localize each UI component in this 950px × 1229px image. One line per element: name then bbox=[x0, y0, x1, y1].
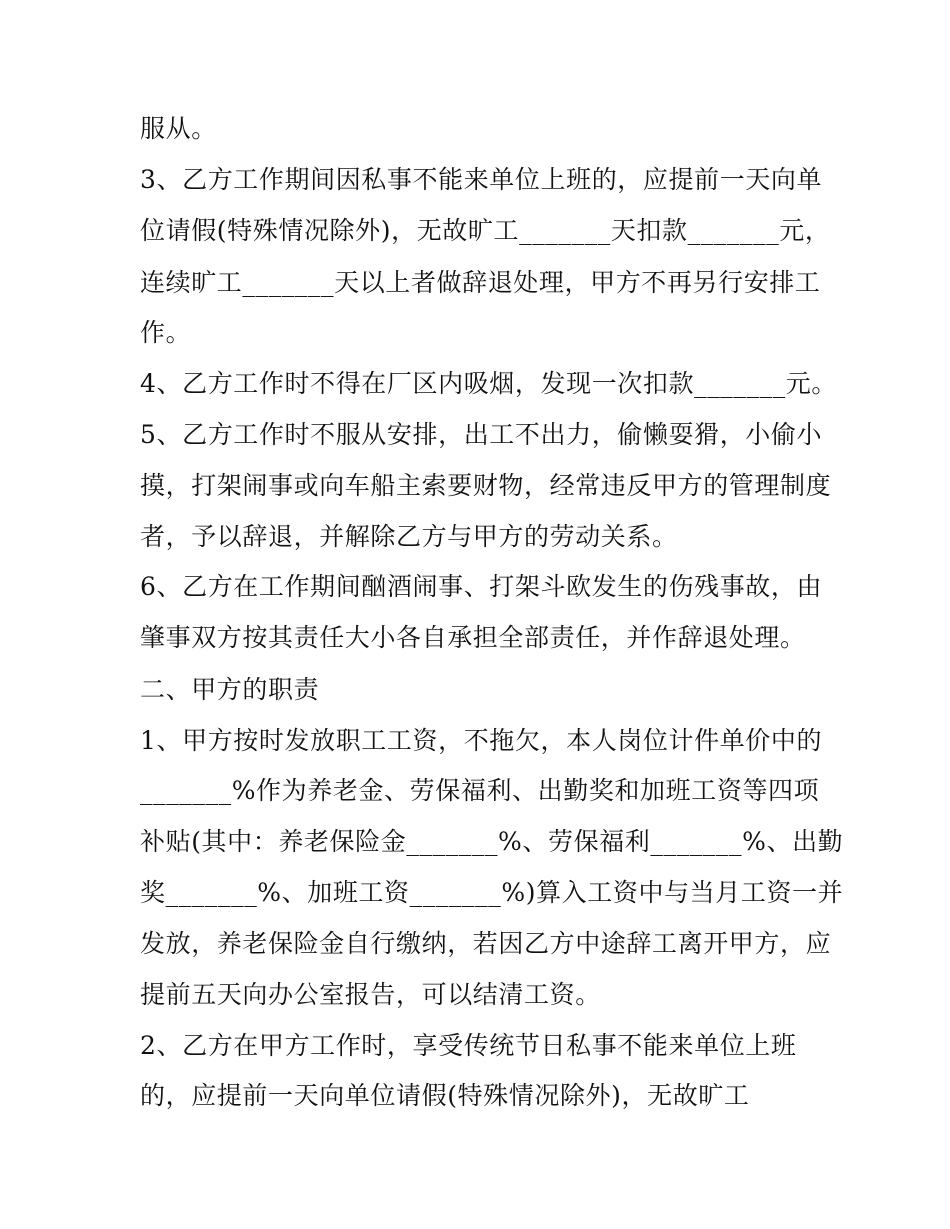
text-line: 发放，养老保险金自行缴纳，若因乙方中途辞工离开甲方，应 bbox=[140, 929, 832, 958]
text-line: 6、乙方在工作期间酗酒闹事、打架斗欧发生的伤残事故，由 bbox=[140, 572, 823, 601]
text-line: 3、乙方工作期间因私事不能来单位上班的，应提前一天向单 bbox=[140, 165, 823, 194]
text-line: 肇事双方按其责任大小各自承担全部责任，并作辞退处理。 bbox=[140, 623, 806, 652]
text-line: 5、乙方工作时不服从安排，出工不出力，偷懒耍猾，小偷小 bbox=[140, 420, 823, 449]
text-line: 服从。 bbox=[140, 114, 217, 143]
text-line: _______%作为养老金、劳保福利、出勤奖和加班工资等四项 bbox=[140, 776, 820, 805]
text-line: 者，予以辞退，并解除乙方与甲方的劳动关系。 bbox=[140, 522, 678, 551]
text-line: 1、甲方按时发放职工工资，不拖欠，本人岗位计件单价中的 bbox=[140, 726, 823, 755]
text-line: 的，应提前一天向单位请假(特殊情况除外)，无故旷工 bbox=[140, 1081, 750, 1110]
text-line: 提前五天向办公室报告，可以结清工资。 bbox=[140, 980, 601, 1009]
text-line: 摸，打架闹事或向车船主索要财物，经常违反甲方的管理制度 bbox=[140, 471, 832, 500]
text-line: 2、乙方在甲方工作时，享受传统节日私事不能来单位上班 bbox=[140, 1031, 797, 1060]
text-line: 4、乙方工作时不得在厂区内吸烟，发现一次扣款_______元。 bbox=[140, 369, 838, 398]
text-line: 位请假(特殊情况除外)，无故旷工_______天扣款_______元， bbox=[140, 216, 831, 245]
text-line: 奖_______%、加班工资_______%)算入工资中与当月工资一并 bbox=[140, 878, 844, 907]
text-line: 作。 bbox=[140, 318, 192, 347]
text-line: 补贴(其中：养老保险金_______%、劳保福利_______%、出勤 bbox=[140, 827, 844, 856]
text-line: 连续旷工_______天以上者做辞退处理，甲方不再另行安排工 bbox=[140, 268, 821, 297]
section-heading: 二、甲方的职责 bbox=[140, 675, 320, 704]
